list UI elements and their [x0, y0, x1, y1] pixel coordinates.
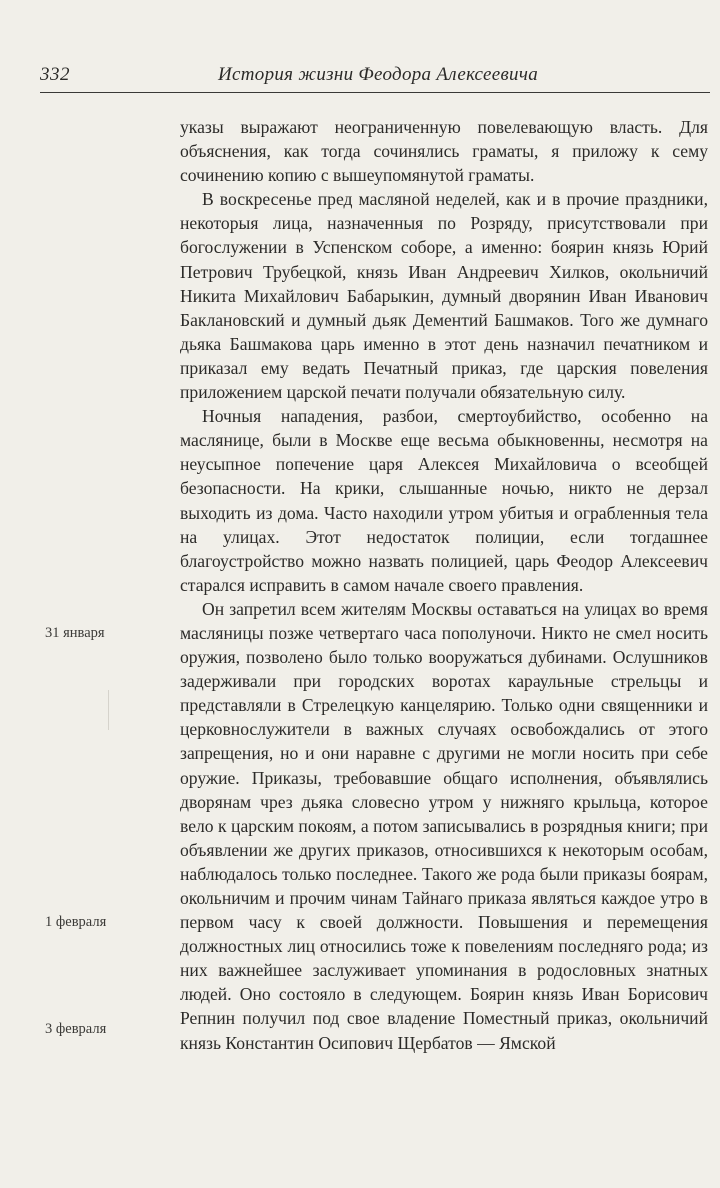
margin-mark — [108, 690, 109, 730]
header-rule — [40, 92, 710, 93]
margin-note-feb3: 3 февраля — [45, 1021, 107, 1037]
paragraph: Он запретил всем жителям Москвы оставаться на улицах во время масляницы позже четвертаго часа пополуночи. Никто не смел носить оружия, позволено было только вооружаться дубинами. Ослушников задерживали при городских воротах караульные стрельцы и представляли в Стрелецкую канцелярию. Только одни священники и церковнослужители в важных случаях освобождались от этого запрещения, но и они наравне с другими не могли носить при себе оружие. Приказы, требовавшие общаго исполнения, объявлялись дворянам чрез дьяка словесно утром у нижняго крыльца, которое вело к царским покоям, а потом записывались в розрядныя книги; при объявлении же других приказов, относившихся к некоторым особам, наблюдалось только последнее. Такого же рода были приказы боярам, окольничим и прочим чинам Тайнаго приказа являться каждое утро в первом часу к своей должности. Повышения и перемещения должностных лиц относились тоже к повелениям последняго рода; из них важнейшее заслуживает упоминания в родословных знатных людей. Оно состояло в следующем. Боярин князь Иван Борисович Репнин получил под свое владение Поместный приказ, окольничий князь Константин Осипович Щербатов — Ямской — [180, 598, 708, 1053]
paragraph: В воскресенье пред масляной неделей, как и в прочие праздники, некоторыя лица, назначенныя по Розряду, присутствовали при богослужении в Успенском соборе, а именно: боярин князь Юрий Петрович Трубецкой, князь Иван Андреевич Хилков, окольничий Никита Михайлович Бабарыкин, думный дворянин Иван Иванович Баклановский и думный дьяк Дементий Башмаков. Того же думнаго дьяка Башмакова царь именно в этот день назначил печатником и приказал ему ведать Печатный приказ, где царския повеления приложением царской печати получали обязательную силу. — [180, 189, 708, 403]
paragraph: Ночныя нападения, разбои, смертоубийство, особенно на маслянице, были в Москве еще весьма обыкновенны, несмотря на неусыпное попечение царя Алексея Михайловича о всеобщей безопасности. На крики, слышанные ночью, никто не дерзал выходить из дома. Часто находили утром убитыя и ограбленныя тела на улицах. Этот недостаток полиции, если тогдашнее благоустройство можно назвать полицией, царь Феодор Алексеевич старался исправить в самом начале своего правления. — [180, 406, 708, 595]
running-title: История жизни Феодора Алексеевича — [218, 64, 539, 85]
margin-note-jan31: 31 января — [45, 625, 105, 641]
paragraph: указы выражают неограниченную повелевающую власть. Для объяснения, как тогда сочинялись граматы, я приложу к сему сочинению копию с вышеупомянутой граматы. — [180, 117, 708, 186]
body-text — [180, 115, 708, 1055]
page-number: 332 — [40, 64, 70, 85]
margin-note-feb1: 1 февраля — [45, 914, 107, 930]
